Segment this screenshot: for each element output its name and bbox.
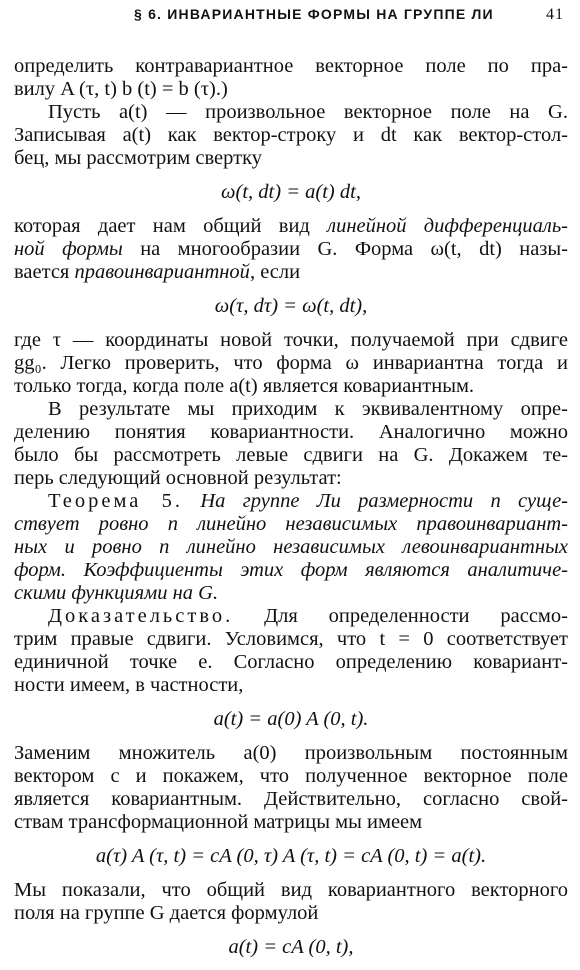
formula: a(t) = a(0) A (0, t). xyxy=(213,708,369,730)
text-segment: , если xyxy=(249,261,301,283)
text-line: определить контравариантное векторное поле по пра- xyxy=(14,55,568,77)
text-line: является ковариантным. Действительно, согласно свой- xyxy=(14,788,568,810)
text-line: поля на группе G дается формулой xyxy=(14,902,319,924)
section-title: § 6. ИНВАРИАНТНЫЕ ФОРМЫ НА ГРУППЕ ЛИ xyxy=(134,6,494,22)
emphasis-text: линейной дифференциаль- xyxy=(327,215,568,237)
text-line xyxy=(14,490,568,513)
text-line: gg₀. Легко проверить, что форма ω инвариантна тогда и xyxy=(14,352,568,374)
text-line: где τ — координаты новой точки, получаемой при сдвиге xyxy=(14,329,568,351)
text-line: бец, мы рассмотрим свертку xyxy=(14,147,262,169)
proof-label: Доказательство. xyxy=(48,605,234,627)
page-number: 41 xyxy=(546,6,564,23)
text-line xyxy=(14,605,568,628)
text-segment: которая дает нам общий вид xyxy=(14,215,328,237)
formula: a(τ) A (τ, t) = cA (0, τ) A (τ, t) = cA (0, t) = a(t). xyxy=(95,845,487,867)
text-line: ности имеем, в частности, xyxy=(14,674,244,696)
emphasis-text: На группе Ли размерности n суще- xyxy=(183,490,568,512)
text-segment: Для определенности рассмо- xyxy=(233,605,568,627)
text-line: делению понятия ковариантности. Аналогично можно xyxy=(14,421,568,443)
emphasis-text: ной формы xyxy=(14,238,123,260)
text-line: трим правые сдвиги. Условимся, что t = 0 соответствует xyxy=(14,628,568,650)
text-line xyxy=(14,238,568,261)
text-line: Пусть a(t) — произвольное векторное поле на G. xyxy=(48,101,568,123)
text-segment: на многообразии G. Форма ω(t, dt) назы- xyxy=(122,238,569,260)
body-text xyxy=(14,55,568,970)
formula: ω(τ, dτ) = ω(t, dt), xyxy=(214,295,368,317)
text-line: было бы рассмотреть левые сдвиги на G. Докажем те- xyxy=(14,444,568,466)
text-line: только тогда, когда поле a(t) является ковариантным. xyxy=(14,375,475,397)
text-line: ствам трансформационной матрицы мы имеем xyxy=(14,811,423,833)
text-segment: вается xyxy=(14,261,75,283)
text-line xyxy=(14,215,568,238)
formula: ω(t, dt) = a(t) dt, xyxy=(221,181,361,203)
text-line: единичной точке e. Согласно определению ковариант- xyxy=(14,651,568,673)
text-line: В результате мы приходим к эквивалентному опре- xyxy=(48,398,568,420)
running-header xyxy=(14,6,566,28)
text-line: Мы показали, что общий вид ковариантного векторного xyxy=(14,879,568,901)
text-line: ствует ровно n линейно независимых правоинвариант- xyxy=(14,513,568,535)
text-line: вилу A (τ, t) b (t) = b (τ).) xyxy=(14,78,228,100)
text-line: Заменим множитель a(0) произвольным постоянным xyxy=(14,742,568,764)
text-line: форм. Коэффициенты этих форм являются аналитиче- xyxy=(14,559,568,581)
formula: a(t) = cA (0, t), xyxy=(228,936,354,958)
text-line: перь следующий основной результат: xyxy=(14,467,342,489)
emphasis-text: правоинвариантной xyxy=(74,261,250,283)
text-line: Записывая a(t) как вектор-строку и dt как вектор-стол- xyxy=(14,124,568,146)
text-line: ных и ровно n линейно независимых левоинвариантных xyxy=(14,536,568,558)
theorem-label: Теорема 5. xyxy=(48,490,184,512)
text-line xyxy=(14,261,568,284)
text-line: вектором c и покажем, что полученное векторное поле xyxy=(14,765,568,787)
text-line: скими функциями на G. xyxy=(14,582,219,604)
